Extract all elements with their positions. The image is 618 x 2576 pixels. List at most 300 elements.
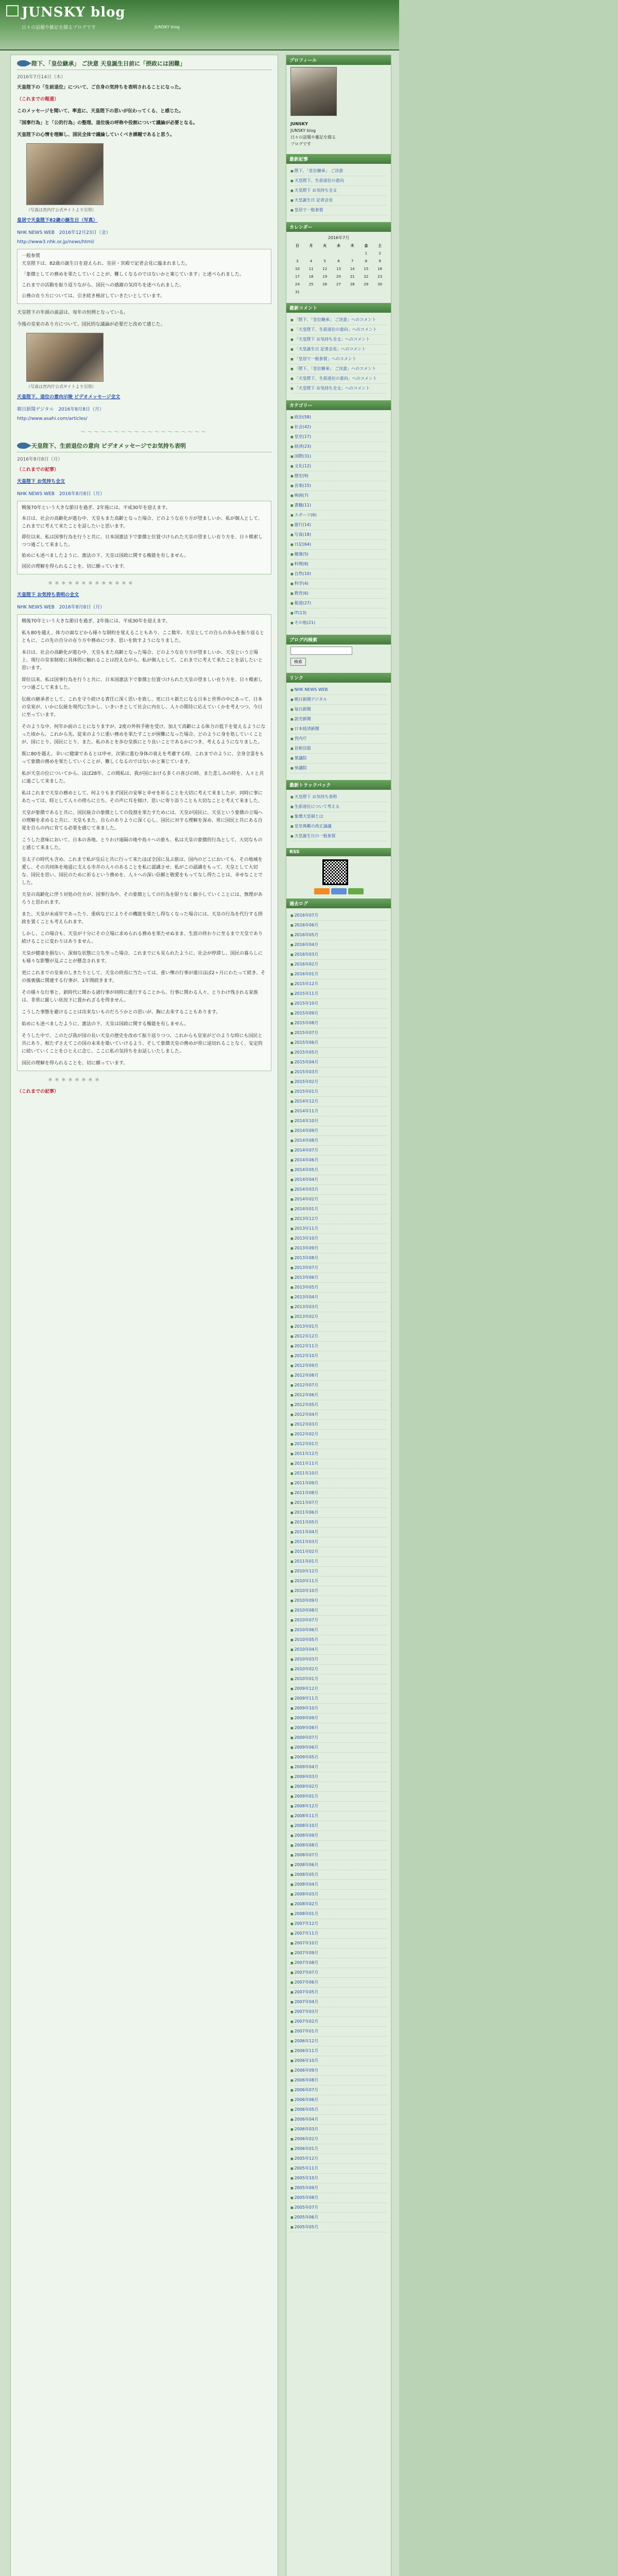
category-item[interactable]: ■ 歴史(9) bbox=[290, 471, 387, 481]
calendar-table bbox=[290, 242, 387, 296]
comment-item[interactable]: ■ 「天皇陛下 お気持ち全文」へのコメント bbox=[290, 384, 387, 394]
archive-item[interactable]: ■ 2009年03月 bbox=[290, 1772, 387, 1782]
calendar-day bbox=[346, 289, 359, 296]
archive-item[interactable]: ■ 2010年09月 bbox=[290, 1596, 387, 1606]
news-quote bbox=[17, 249, 271, 304]
archive-item[interactable]: ■ 2015年01月 bbox=[290, 1087, 387, 1097]
archive-item[interactable]: ■ 2007年08月 bbox=[290, 1958, 387, 1968]
category-item[interactable]: ■ 映画(7) bbox=[290, 491, 387, 501]
archive-item[interactable]: ■ 2013年08月 bbox=[290, 1253, 387, 1263]
category-item[interactable]: ■ IT(13) bbox=[290, 608, 387, 618]
archive-item[interactable]: ■ 2009年10月 bbox=[290, 1704, 387, 1714]
news-meta[interactable]: NHK NEWS WEB 2016年8月8日（月） bbox=[17, 492, 105, 497]
entry-red-note[interactable]: （これまでの記事） bbox=[17, 467, 59, 472]
archive-item[interactable]: ■ 2006年10月 bbox=[290, 2056, 387, 2066]
archive-item[interactable]: ■ 2007年10月 bbox=[290, 1939, 387, 1948]
recent-item[interactable]: ■ 陛下、「皇位継承」 ご決意 bbox=[290, 166, 387, 176]
recent-item[interactable]: ■ 皇居で一般参賀 bbox=[290, 206, 387, 215]
archive-item[interactable]: ■ 2010年11月 bbox=[290, 1577, 387, 1586]
link-item[interactable]: ■ 読売新聞 bbox=[290, 715, 387, 724]
category-item[interactable]: ■ 皇室(17) bbox=[290, 432, 387, 442]
archive-item[interactable]: ■ 2016年06月 bbox=[290, 921, 387, 930]
quote-paragraph: 天皇の高齢化に伴う対処の仕方が、国事行為や、その象徴としての行為を限りなく縮小していくことには、無理があろうと思われます。 bbox=[22, 892, 263, 905]
profile-lines bbox=[290, 127, 387, 147]
category-item[interactable]: ■ 政治(58) bbox=[290, 413, 387, 422]
profile-avatar[interactable] bbox=[290, 67, 337, 116]
calendar-day[interactable]: 30 bbox=[377, 282, 383, 286]
archive-item[interactable]: ■ 2006年08月 bbox=[290, 2076, 387, 2086]
archive-item[interactable]: ■ 2007年04月 bbox=[290, 1997, 387, 2007]
quote-line: これまでの活動を振り返りながら、国民への感謝の気持ちを述べられました。 bbox=[22, 283, 184, 288]
calendar-day[interactable]: 5 bbox=[323, 259, 326, 263]
archive-item[interactable]: ■ 2015年06月 bbox=[290, 1038, 387, 1048]
category-item[interactable]: ■ 音楽(15) bbox=[290, 481, 387, 491]
fish-icon bbox=[17, 60, 28, 66]
comment-item[interactable]: ■ 「天皇陛下、生前退位の意向」へのコメント bbox=[290, 374, 387, 384]
category-item[interactable]: ■ 写真(18) bbox=[290, 530, 387, 540]
profile-name: JUNSKY bbox=[290, 122, 308, 126]
archive-item[interactable]: ■ 2012年04月 bbox=[290, 1410, 387, 1420]
category-item[interactable]: ■ 文化(12) bbox=[290, 462, 387, 471]
news-meta[interactable]: NHK NEWS WEB 2016年8月8日（月） bbox=[17, 605, 105, 610]
quote-paragraph: 更にこれまでの皇室のしきたりとして、天皇の終焉に当たっては、重い殯の行事が連日ほぼ2ヶ月にわたって続き、その後喪儀に関連する行事が、1年間続きます。 bbox=[22, 971, 266, 984]
category-item[interactable]: ■ 書籍(11) bbox=[290, 501, 387, 511]
archive-item[interactable]: ■ 2015年05月 bbox=[290, 1048, 387, 1058]
recent-item[interactable]: ■ 天皇誕生日 記者会見 bbox=[290, 196, 387, 206]
news-url[interactable]: http://www3.nhk.or.jp/news/html/ bbox=[17, 240, 95, 245]
profile-line: 日々の話題や雑記を綴る bbox=[290, 135, 336, 140]
archive-item[interactable]: ■ 2015年04月 bbox=[290, 1058, 387, 1067]
calendar-day[interactable]: 22 bbox=[364, 275, 369, 279]
archive-item[interactable]: ■ 2008年03月 bbox=[290, 1890, 387, 1900]
comment-item[interactable]: ■ 「皇居で一般参賀」へのコメント bbox=[290, 354, 387, 364]
links-heading: リンク bbox=[286, 673, 391, 683]
archive-item[interactable]: ■ 2008年08月 bbox=[290, 1841, 387, 1851]
archive-item[interactable]: ■ 2009年01月 bbox=[290, 1792, 387, 1802]
archive-item[interactable]: ■ 2011年02月 bbox=[290, 1547, 387, 1557]
calendar-day[interactable]: 27 bbox=[336, 282, 341, 286]
archive-item[interactable]: ■ 2011年05月 bbox=[290, 1518, 387, 1528]
archive-item[interactable]: ■ 2013年10月 bbox=[290, 1234, 387, 1244]
archive-item[interactable]: ■ 2005年07月 bbox=[290, 2203, 387, 2213]
category-item[interactable]: ■ 自然(10) bbox=[290, 569, 387, 579]
archive-item[interactable]: ■ 2011年06月 bbox=[290, 1508, 387, 1518]
category-item[interactable]: ■ その他(21) bbox=[290, 618, 387, 628]
archive-item[interactable]: ■ 2009年09月 bbox=[290, 1714, 387, 1723]
quote-paragraph: こうした事態を避けることは出来ないものだろうかとの思いが、胸に去来することもあります。 bbox=[22, 1010, 221, 1015]
calendar-weekday: 金 bbox=[364, 244, 368, 248]
category-item[interactable]: ■ 報道(27) bbox=[290, 599, 387, 608]
recent-item[interactable]: ■ 天皇陛下 お気持ち全文 bbox=[290, 186, 387, 196]
entry-paragraph: 天皇陛下の年頭の談話は、毎年の恒例となっている。 bbox=[17, 310, 129, 315]
calendar-day[interactable]: 13 bbox=[336, 267, 341, 271]
archive-item[interactable]: ■ 2016年04月 bbox=[290, 940, 387, 950]
category-item[interactable]: ■ 経済(23) bbox=[290, 442, 387, 452]
comment-item[interactable]: ■ 「天皇陛下 お気持ち全文」へのコメント bbox=[290, 335, 387, 345]
archive-item[interactable]: ■ 2015年02月 bbox=[290, 1077, 387, 1087]
archive-item[interactable]: ■ 2011年11月 bbox=[290, 1459, 387, 1469]
quote-line: 「象徴としての務めを果たしていくことが、難しくなるのではないかと案じています」と述べられました。 bbox=[22, 272, 245, 277]
entry-title-text[interactable]: 天皇陛下、生前退位の意向 ビデオメッセージでお気持ち表明 bbox=[31, 443, 186, 449]
link-item[interactable]: ■ NHK NEWS WEB bbox=[290, 685, 387, 695]
calendar-day[interactable]: 18 bbox=[308, 275, 314, 279]
rss-feed-icon[interactable] bbox=[314, 888, 330, 894]
calendar-day[interactable]: 1 bbox=[365, 251, 368, 256]
entry-red-note[interactable]: （これまでの報道） bbox=[17, 97, 59, 102]
rss-subscribe-icon[interactable] bbox=[348, 888, 364, 894]
archive-item[interactable]: ■ 2014年08月 bbox=[290, 1136, 387, 1146]
archive-item[interactable]: ■ 2013年01月 bbox=[290, 1322, 387, 1332]
search-heading: ブログ内検索 bbox=[286, 635, 391, 645]
divider: ～～～～～～～～～～～～～～～～～～～ bbox=[80, 430, 208, 435]
entry-date: 2016年7月14日（木） bbox=[17, 75, 66, 80]
archive-item[interactable]: ■ 2013年05月 bbox=[290, 1283, 387, 1293]
quote-line: 戦後70年という大きな節目を過ぎ、2年後には、平成30年を迎えます。 bbox=[22, 505, 170, 511]
blog-logo-icon[interactable] bbox=[6, 5, 19, 16]
news-link[interactable]: 天皇陛下 お気持ち表明の全文 bbox=[17, 592, 79, 598]
calendar-day bbox=[332, 250, 346, 258]
comments-heading: 最新コメント bbox=[286, 303, 391, 313]
calendar-weekday: 月 bbox=[309, 244, 313, 248]
archive-item[interactable]: ■ 2011年07月 bbox=[290, 1498, 387, 1508]
archive-item[interactable]: ■ 2012年02月 bbox=[290, 1430, 387, 1439]
news-link[interactable]: 天皇陛下、退位の意向示唆 ビデオメッセージ全文 bbox=[17, 395, 121, 400]
calendar-day[interactable]: 12 bbox=[322, 267, 328, 271]
quote-paragraph: 私が天皇の位についてから、ほぼ28年、この間私は、我が国における多くの喜びの時、また悲しみの時を、人々と共に過ごして来ました。 bbox=[22, 771, 264, 784]
archive-item[interactable]: ■ 2014年03月 bbox=[290, 1185, 387, 1195]
entry-paragraph: このメッセージを聞いて、率直に、天皇陛下の思いが伝わってくる、と感じた。 bbox=[17, 109, 184, 114]
archive-item[interactable]: ■ 2012年01月 bbox=[290, 1439, 387, 1449]
calendar-day[interactable]: 15 bbox=[364, 267, 369, 271]
archive-item[interactable]: ■ 2007年02月 bbox=[290, 2017, 387, 2027]
archive-item[interactable]: ■ 2008年10月 bbox=[290, 1821, 387, 1831]
profile-line: JUNSKY blog bbox=[290, 128, 316, 133]
profile-heading: プロフィール bbox=[286, 55, 391, 65]
archive-item[interactable]: ■ 2009年08月 bbox=[290, 1723, 387, 1733]
entry-title-text[interactable]: 陛下、「皇位継承」 ご決意 天皇誕生日前に「摂政には困難」 bbox=[31, 60, 186, 67]
archive-item[interactable]: ■ 2005年11月 bbox=[290, 2164, 387, 2174]
archive-item[interactable]: ■ 2005年05月 bbox=[290, 2223, 387, 2232]
link-item[interactable]: ■ 毎日新聞 bbox=[290, 705, 387, 715]
archive-item[interactable]: ■ 2008年06月 bbox=[290, 1860, 387, 1870]
archive-item[interactable]: ■ 2010年08月 bbox=[290, 1606, 387, 1616]
comment-item[interactable]: ■ 「天皇陛下、生前退位の意向」へのコメント bbox=[290, 325, 387, 335]
archive-item[interactable]: ■ 2011年01月 bbox=[290, 1557, 387, 1567]
calendar-day[interactable]: 21 bbox=[350, 275, 355, 279]
quote-paragraph: 始めにも述べましたように、憲法の下、天皇は国政に関する権能を有しません。 bbox=[22, 1022, 189, 1027]
archive-list bbox=[286, 908, 391, 2235]
trackback-item[interactable]: ■ 天皇誕生日の一般参賀 bbox=[290, 832, 387, 841]
calendar-title: 2016年7月 bbox=[328, 235, 350, 240]
comments-list bbox=[286, 313, 391, 396]
archive-item[interactable]: ■ 2013年12月 bbox=[290, 1214, 387, 1224]
calendar-day bbox=[359, 289, 373, 296]
archive-item[interactable]: ■ 2012年05月 bbox=[290, 1400, 387, 1410]
archive-item[interactable]: ■ 2009年05月 bbox=[290, 1753, 387, 1762]
category-item[interactable]: ■ 国際(31) bbox=[290, 452, 387, 462]
link-item[interactable]: ■ 衆議院 bbox=[290, 754, 387, 764]
entry-lead: 天皇陛下の「生前退位」について、ご自身の気持ちを表明されることになった。 bbox=[17, 85, 184, 90]
archive-item[interactable]: ■ 2008年01月 bbox=[290, 1909, 387, 1919]
calendar-day[interactable]: 31 bbox=[295, 290, 300, 294]
category-item[interactable]: ■ 料理(8) bbox=[290, 560, 387, 569]
archive-item[interactable]: ■ 2006年01月 bbox=[290, 2144, 387, 2154]
archive-item[interactable]: ■ 2009年02月 bbox=[290, 1782, 387, 1792]
archive-item[interactable]: ■ 2016年07月 bbox=[290, 911, 387, 921]
entry-paragraph: 今後の皇室のあり方について、国民的な議論が必要だと改めて感じた。 bbox=[17, 322, 165, 327]
archive-item[interactable]: ■ 2006年07月 bbox=[290, 2086, 387, 2095]
archive-item[interactable]: ■ 2016年03月 bbox=[290, 950, 387, 960]
archive-item[interactable]: ■ 2014年01月 bbox=[290, 1205, 387, 1214]
link-item[interactable]: ■ 朝日新聞デジタル bbox=[290, 695, 387, 705]
archive-item[interactable]: ■ 2009年11月 bbox=[290, 1694, 387, 1704]
archive-item[interactable]: ■ 2007年05月 bbox=[290, 1988, 387, 1997]
link-item[interactable]: ■ 日本経済新聞 bbox=[290, 724, 387, 734]
calendar-day[interactable]: 26 bbox=[322, 282, 328, 286]
archive-item[interactable]: ■ 2012年09月 bbox=[290, 1361, 387, 1371]
archive-item[interactable]: ■ 2007年03月 bbox=[290, 2007, 387, 2017]
archive-item[interactable]: ■ 2007年07月 bbox=[290, 1968, 387, 1978]
archive-item[interactable]: ■ 2010年02月 bbox=[290, 1665, 387, 1674]
calendar-day bbox=[290, 250, 304, 258]
archive-item[interactable]: ■ 2014年10月 bbox=[290, 1116, 387, 1126]
archive-item[interactable]: ■ 2008年07月 bbox=[290, 1851, 387, 1860]
news-quote bbox=[17, 501, 271, 574]
archive-item[interactable]: ■ 2012年08月 bbox=[290, 1371, 387, 1381]
archive-item[interactable]: ■ 2011年03月 bbox=[290, 1537, 387, 1547]
archive-item[interactable]: ■ 2010年03月 bbox=[290, 1655, 387, 1665]
news-meta[interactable]: NHK NEWS WEB 2016年12月23日（金） bbox=[17, 230, 111, 235]
calendar-day[interactable]: 6 bbox=[337, 259, 340, 263]
archive-item[interactable]: ■ 2015年03月 bbox=[290, 1067, 387, 1077]
archive-item[interactable]: ■ 2014年09月 bbox=[290, 1126, 387, 1136]
calendar-day[interactable]: 9 bbox=[379, 259, 381, 263]
archive-item[interactable]: ■ 2010年06月 bbox=[290, 1625, 387, 1635]
archive-item[interactable]: ■ 2015年07月 bbox=[290, 1028, 387, 1038]
calendar-day bbox=[332, 289, 346, 296]
trackback-item[interactable]: ■ 生前退位について考える bbox=[290, 802, 387, 812]
news-link[interactable]: 皇居で天皇陛下82歳の誕生日（写真） bbox=[17, 218, 98, 223]
archive-item[interactable]: ■ 2005年12月 bbox=[290, 2154, 387, 2164]
calendar-day[interactable]: 16 bbox=[377, 267, 383, 271]
archive-item[interactable]: ■ 2011年12月 bbox=[290, 1449, 387, 1459]
archive-item[interactable]: ■ 2006年12月 bbox=[290, 2037, 387, 2046]
archive-item[interactable]: ■ 2015年08月 bbox=[290, 1019, 387, 1028]
link-item[interactable]: ■ 参議院 bbox=[290, 764, 387, 773]
end-note[interactable]: （これまでの記事） bbox=[17, 1089, 59, 1094]
recent-list bbox=[286, 164, 391, 218]
archive-item[interactable]: ■ 2007年09月 bbox=[290, 1948, 387, 1958]
emperor-photo bbox=[26, 143, 104, 205]
archive-item[interactable]: ■ 2006年06月 bbox=[290, 2095, 387, 2105]
archive-item[interactable]: ■ 2016年05月 bbox=[290, 930, 387, 940]
search-button[interactable]: 検索 bbox=[290, 658, 306, 666]
rss-reader-icon[interactable] bbox=[331, 888, 347, 894]
calendar-day[interactable]: 3 bbox=[296, 259, 299, 263]
archive-item[interactable]: ■ 2009年04月 bbox=[290, 1762, 387, 1772]
archive-item[interactable]: ■ 2015年10月 bbox=[290, 999, 387, 1009]
archive-item[interactable]: ■ 2008年11月 bbox=[290, 1811, 387, 1821]
archive-item[interactable]: ■ 2010年01月 bbox=[290, 1674, 387, 1684]
category-item[interactable]: ■ 科学(4) bbox=[290, 579, 387, 589]
link-item[interactable]: ■ 首相官邸 bbox=[290, 744, 387, 754]
archive-item[interactable]: ■ 2010年07月 bbox=[290, 1616, 387, 1625]
archive-item[interactable]: ■ 2013年02月 bbox=[290, 1312, 387, 1322]
calendar-day[interactable]: 11 bbox=[308, 267, 314, 271]
photo-caption: （写真は宮内庁公式サイトより引用） bbox=[26, 384, 96, 389]
archive-item[interactable]: ■ 2012年12月 bbox=[290, 1332, 387, 1342]
archive-item[interactable]: ■ 2013年09月 bbox=[290, 1244, 387, 1253]
archive-item[interactable]: ■ 2007年01月 bbox=[290, 2027, 387, 2037]
trackback-item[interactable]: ■ 象徴天皇制とは bbox=[290, 812, 387, 822]
archive-item[interactable]: ■ 2012年11月 bbox=[290, 1342, 387, 1351]
archive-item[interactable]: ■ 2006年09月 bbox=[290, 2066, 387, 2076]
archive-item[interactable]: ■ 2009年06月 bbox=[290, 1743, 387, 1753]
archive-item[interactable]: ■ 2005年08月 bbox=[290, 2193, 387, 2203]
archive-item[interactable]: ■ 2009年07月 bbox=[290, 1733, 387, 1743]
calendar-day[interactable]: 17 bbox=[295, 275, 300, 279]
calendar-weekday: 木 bbox=[350, 244, 354, 248]
calendar-day[interactable]: 19 bbox=[322, 275, 328, 279]
archive-item[interactable]: ■ 2014年12月 bbox=[290, 1097, 387, 1107]
main-content bbox=[10, 55, 278, 2576]
trackback-item[interactable]: ■ 天皇陛下 お気持ち表明 bbox=[290, 792, 387, 802]
header-right-text: JUNSKY blog bbox=[154, 25, 180, 29]
archive-item[interactable]: ■ 2014年04月 bbox=[290, 1175, 387, 1185]
sidebar bbox=[286, 55, 391, 2576]
calendar-weekday: 土 bbox=[378, 244, 382, 248]
archive-item[interactable]: ■ 2014年11月 bbox=[290, 1107, 387, 1116]
quote-paragraph: 戦後70年という大きな節目を過ぎ、2年後には、平成30年を迎えます。 bbox=[22, 619, 170, 624]
calendar-day bbox=[304, 250, 318, 258]
archive-item[interactable]: ■ 2006年02月 bbox=[290, 2134, 387, 2144]
quote-paragraph: 私はこれまで天皇の務めとして、何よりもまず国民の安寧と幸せを祈ることを大切に考えて来ましたが、同時に事にあたっては、時として人々の傍らに立ち、その声に耳を傾け、思いに寄り添うことも大切なことと考えて来ました。 bbox=[22, 791, 263, 804]
archive-item[interactable]: ■ 2013年03月 bbox=[290, 1302, 387, 1312]
archive-item[interactable]: ■ 2013年06月 bbox=[290, 1273, 387, 1283]
category-item[interactable]: ■ 日記(64) bbox=[290, 540, 387, 550]
calendar-weekday: 火 bbox=[323, 244, 327, 248]
archive-item[interactable]: ■ 2012年07月 bbox=[290, 1381, 387, 1391]
archive-item[interactable]: ■ 2016年01月 bbox=[290, 970, 387, 979]
archive-item[interactable]: ■ 2011年04月 bbox=[290, 1528, 387, 1537]
archive-item[interactable]: ■ 2014年02月 bbox=[290, 1195, 387, 1205]
archive-item[interactable]: ■ 2011年10月 bbox=[290, 1469, 387, 1479]
news-url[interactable]: http://www.asahi.com/articles/ bbox=[17, 416, 88, 421]
archive-item[interactable]: ■ 2010年04月 bbox=[290, 1645, 387, 1655]
news-meta[interactable]: 朝日新聞デジタル 2016年8月8日（月） bbox=[17, 407, 104, 412]
calendar-day bbox=[318, 250, 332, 258]
archive-item[interactable]: ■ 2006年11月 bbox=[290, 2046, 387, 2056]
news-link[interactable]: 天皇陛下 お気持ち全文 bbox=[17, 479, 65, 484]
calendar-day[interactable]: 28 bbox=[350, 282, 355, 286]
blog-title[interactable]: JUNSKY blog bbox=[22, 5, 126, 20]
category-item[interactable]: ■ 社会(42) bbox=[290, 422, 387, 432]
calendar-day[interactable]: 8 bbox=[365, 259, 368, 263]
archive-item[interactable]: ■ 2012年03月 bbox=[290, 1420, 387, 1430]
archive-item[interactable]: ■ 2014年07月 bbox=[290, 1146, 387, 1156]
category-heading: カテゴリー bbox=[286, 400, 391, 410]
category-item[interactable]: ■ 旅行(14) bbox=[290, 520, 387, 530]
calendar-day[interactable]: 24 bbox=[295, 282, 300, 286]
archive-item[interactable]: ■ 2012年10月 bbox=[290, 1351, 387, 1361]
category-item[interactable]: ■ 教育(6) bbox=[290, 589, 387, 599]
trackback-item[interactable]: ■ 皇室典範の改正論議 bbox=[290, 822, 387, 832]
archive-item[interactable]: ■ 2005年10月 bbox=[290, 2174, 387, 2183]
calendar-day[interactable]: 4 bbox=[310, 259, 313, 263]
rss-heading: RSS bbox=[286, 848, 391, 856]
search-input[interactable] bbox=[290, 647, 352, 655]
archive-item[interactable]: ■ 2010年05月 bbox=[290, 1635, 387, 1645]
archive-item[interactable]: ■ 2005年09月 bbox=[290, 2183, 387, 2193]
archive-item[interactable]: ■ 2007年12月 bbox=[290, 1919, 387, 1929]
category-item[interactable]: ■ スポーツ(6) bbox=[290, 511, 387, 520]
archive-item[interactable]: ■ 2014年05月 bbox=[290, 1165, 387, 1175]
archive-item[interactable]: ■ 2015年09月 bbox=[290, 1009, 387, 1019]
archive-item[interactable]: ■ 2007年06月 bbox=[290, 1978, 387, 1988]
archive-item[interactable]: ■ 2013年11月 bbox=[290, 1224, 387, 1234]
category-item[interactable]: ■ 健康(5) bbox=[290, 550, 387, 560]
calendar-day[interactable]: 10 bbox=[295, 267, 300, 271]
archive-item[interactable]: ■ 2006年04月 bbox=[290, 2115, 387, 2125]
archive-item[interactable]: ■ 2014年06月 bbox=[290, 1156, 387, 1165]
archive-item[interactable]: ■ 2008年04月 bbox=[290, 1880, 387, 1890]
archive-item[interactable]: ■ 2013年04月 bbox=[290, 1293, 387, 1302]
quote-paragraph: そうした中で、このたび我が国の長い天皇の歴史を改めて振り返りつつ、これからも皇室がどのような時にも国民と共にあり、相たずさえてこの国の未来を築いていけるよう、そして象徴天皇の務めが常に途切れることなく、安定的に続いていくことをひとえに念じ、ここに私の気持ちをお話しいたしました。 bbox=[22, 1033, 263, 1054]
calendar-day[interactable]: 23 bbox=[377, 275, 383, 279]
archive-item[interactable]: ■ 2009年12月 bbox=[290, 1684, 387, 1694]
archive-item[interactable]: ■ 2008年02月 bbox=[290, 1900, 387, 1909]
trackback-list bbox=[286, 790, 391, 844]
comment-item[interactable]: ■ 「天皇誕生日 記者会見」へのコメント bbox=[290, 345, 387, 354]
quote-paragraph: 天皇が象徴であると共に、国民統合の象徴としての役割を果たすためには、天皇が国民に、天皇という象徴の立場への理解を求めると共に、天皇もまた、自らのありように深く心し、国民に対する理解を深め、常に国民と共にある自覚を自らの内に育てる必要を感じて来ました。 bbox=[22, 810, 263, 831]
link-item[interactable]: ■ 宮内庁 bbox=[290, 734, 387, 744]
archive-item[interactable]: ■ 2008年12月 bbox=[290, 1802, 387, 1811]
entry-paragraph: 天皇陛下の心情を理解し、国民全体で議論していくべき課題であると思う。 bbox=[17, 132, 175, 138]
calendar-day[interactable]: 20 bbox=[336, 275, 341, 279]
archive-item[interactable]: ■ 2007年11月 bbox=[290, 1929, 387, 1939]
archive-item[interactable]: ■ 2013年07月 bbox=[290, 1263, 387, 1273]
archive-item[interactable]: ■ 2006年03月 bbox=[290, 2125, 387, 2134]
comment-item[interactable]: ■ 「陛下、「皇位継承」 ご決意」へのコメント bbox=[290, 315, 387, 325]
calendar-day[interactable]: 2 bbox=[379, 251, 381, 256]
archive-item[interactable]: ■ 2015年12月 bbox=[290, 979, 387, 989]
archive-item[interactable]: ■ 2015年11月 bbox=[290, 989, 387, 999]
calendar-day[interactable]: 14 bbox=[350, 267, 355, 271]
archive-item[interactable]: ■ 2008年05月 bbox=[290, 1870, 387, 1880]
archive-item[interactable]: ■ 2011年09月 bbox=[290, 1479, 387, 1488]
archive-item[interactable]: ■ 2005年06月 bbox=[290, 2213, 387, 2223]
quote-line: 始めにも述べましたように、憲法の下、天皇は国政に関する権能を有しません。 bbox=[22, 553, 189, 558]
archive-item[interactable]: ■ 2011年08月 bbox=[290, 1488, 387, 1498]
full-text-quote bbox=[17, 614, 271, 1071]
recent-item[interactable]: ■ 天皇陛下、生前退位の意向 bbox=[290, 176, 387, 186]
comment-item[interactable]: ■ 「陛下、「皇位継承」 ご決意」へのコメント bbox=[290, 364, 387, 374]
archive-item[interactable]: ■ 2016年02月 bbox=[290, 960, 387, 970]
archive-item[interactable]: ■ 2010年12月 bbox=[290, 1567, 387, 1577]
quote-paragraph: 天皇が健康を損ない、深刻な状態に立ち至った場合、これまでにも見られたように、社会が停滞し、国民の暮らしにも様々な影響が及ぶことが懸念されます。 bbox=[22, 951, 263, 964]
blog-header bbox=[0, 0, 399, 50]
archive-item[interactable]: ■ 2008年09月 bbox=[290, 1831, 387, 1841]
calendar-day[interactable]: 7 bbox=[351, 259, 354, 263]
archive-item[interactable]: ■ 2006年05月 bbox=[290, 2105, 387, 2115]
profile-info bbox=[286, 118, 391, 150]
archive-item[interactable]: ■ 2010年10月 bbox=[290, 1586, 387, 1596]
calendar-day[interactable]: 25 bbox=[308, 282, 314, 286]
quote-paragraph: 私も80を越え、体力の面などから様々な制約を覚えることもあり、ここ数年、天皇としての自らの歩みを振り返るとともに、この先の自分の在り方や務めにつき、思いを致すようになりました。 bbox=[22, 631, 264, 643]
calendar-day bbox=[373, 289, 387, 296]
calendar-day[interactable]: 29 bbox=[364, 282, 369, 286]
archive-item[interactable]: ■ 2012年06月 bbox=[290, 1391, 387, 1400]
